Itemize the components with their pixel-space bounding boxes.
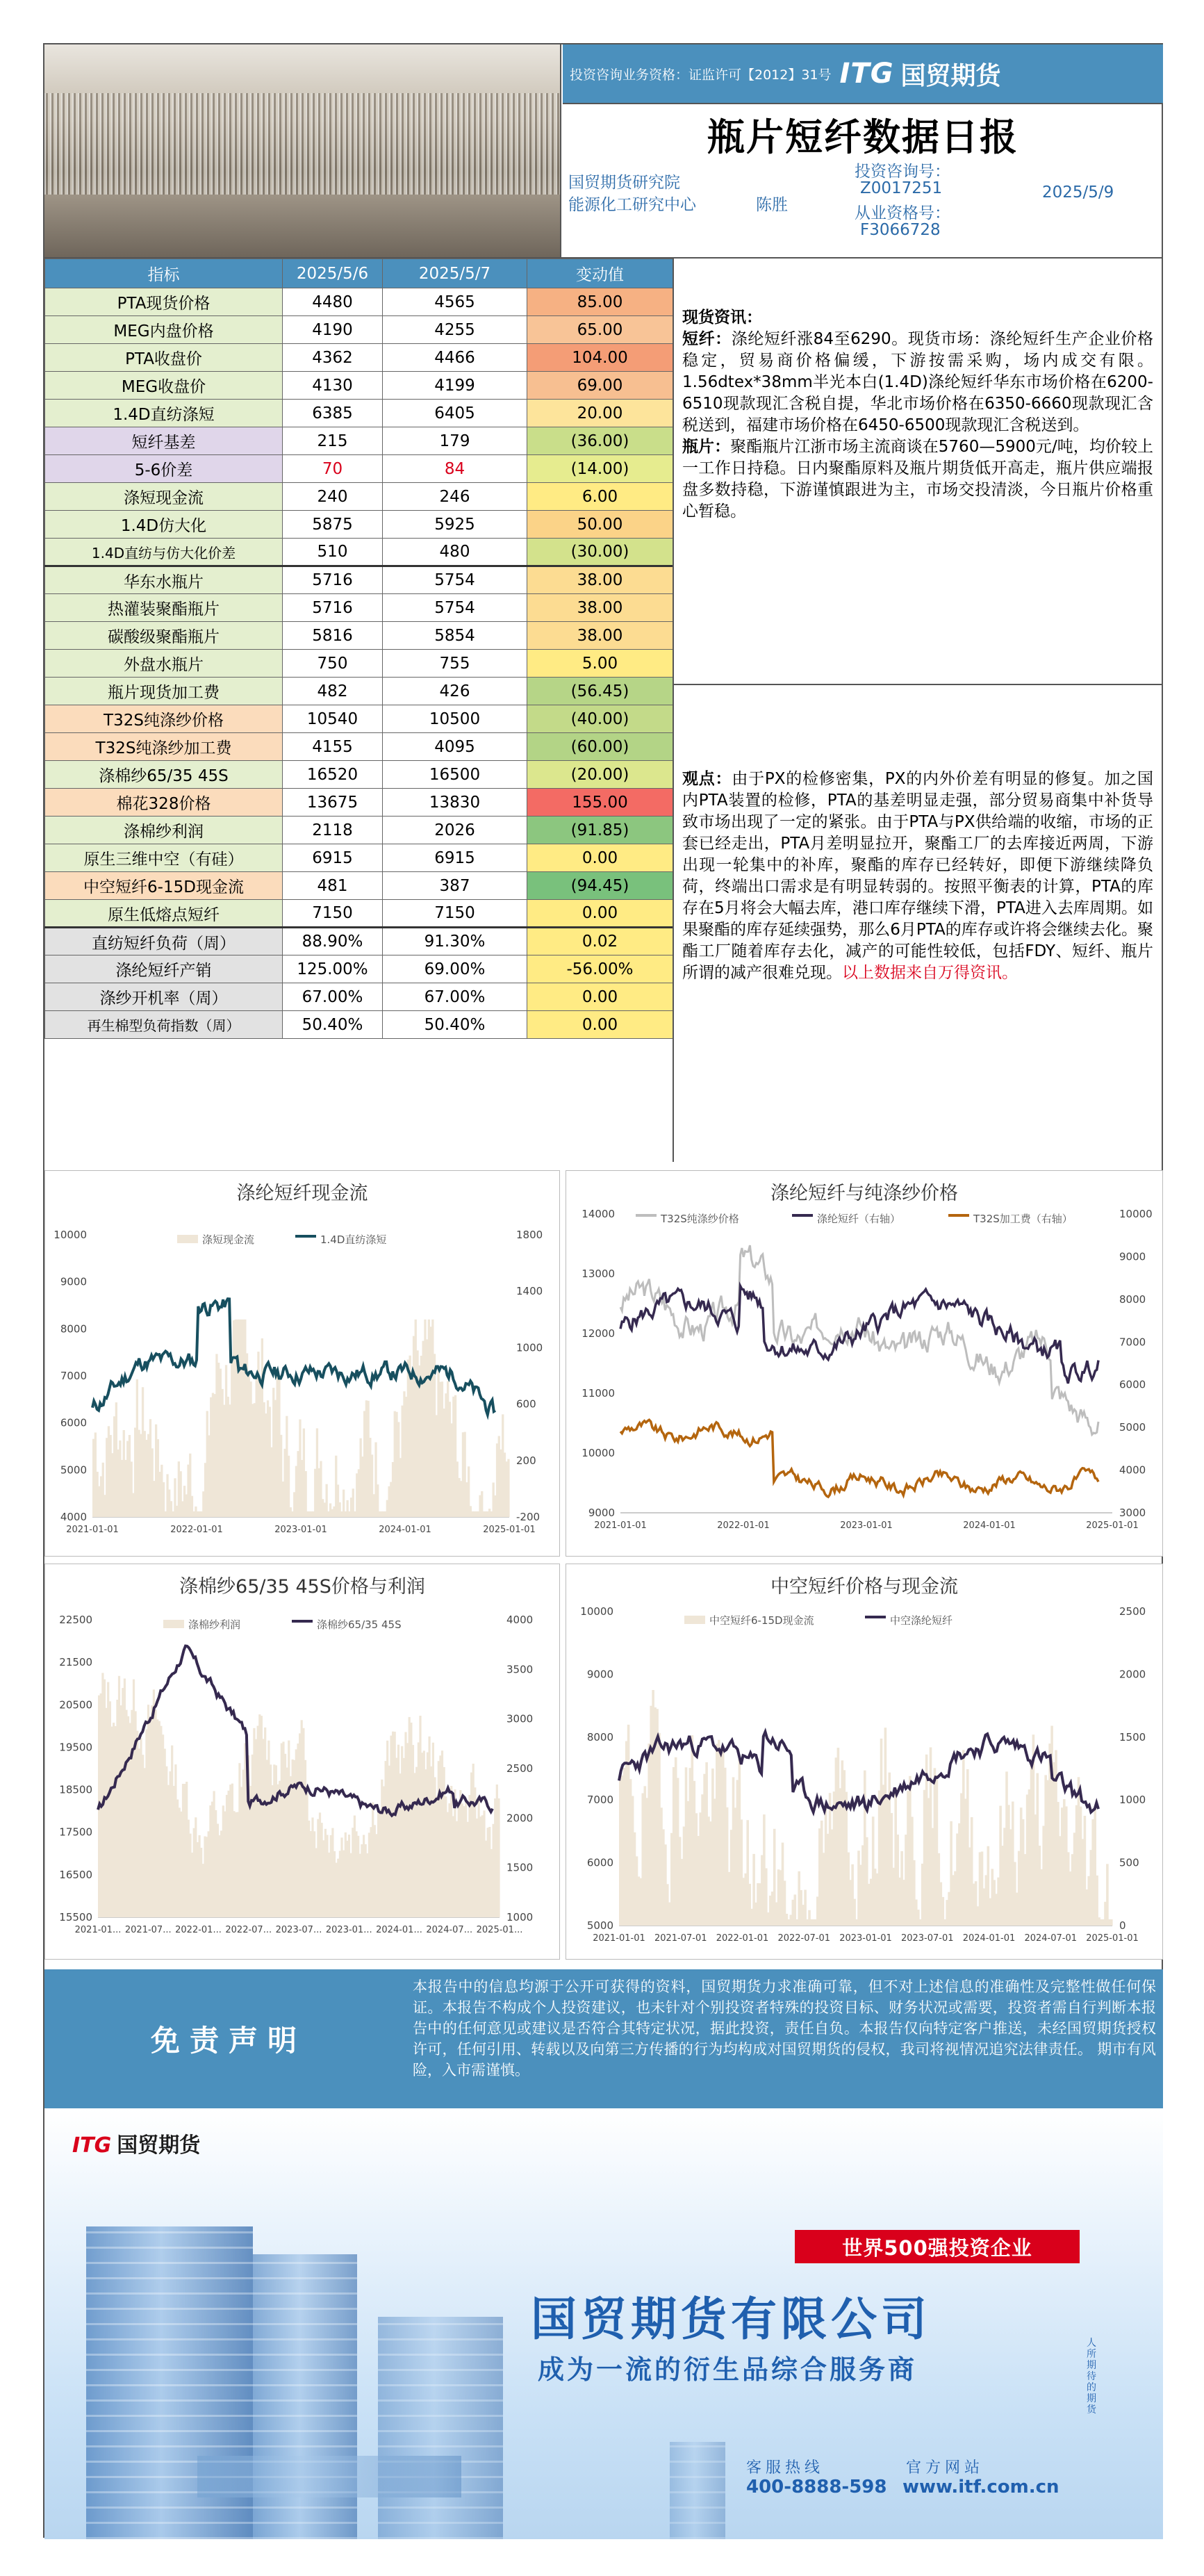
chart-title: 涤纶短纤与纯涤纱价格 (770, 1183, 958, 1204)
change-value: (36.00) (527, 427, 673, 455)
value-may6: 5816 (283, 622, 383, 650)
right-axis-tick: 4000 (506, 1614, 534, 1626)
value-may6: 5716 (283, 566, 383, 594)
right-axis-tick: 600 (516, 1397, 536, 1411)
x-axis-tick: 2021-01-01 (66, 1525, 119, 1535)
right-axis-tick: 1500 (506, 1861, 534, 1874)
left-axis-tick: 7000 (586, 1794, 613, 1807)
right-axis-tick: 2500 (1119, 1605, 1146, 1618)
chart-svg (45, 1171, 561, 1557)
chart-svg (566, 1564, 1164, 1960)
legend-swatch (292, 1620, 313, 1623)
change-value: 0.00 (527, 1011, 673, 1039)
value-may6: 4480 (283, 288, 383, 316)
qualification-text: 投资咨询业务资格：证监许可【2012】31号 (570, 67, 832, 83)
value-may7: 5854 (383, 622, 527, 650)
spot-title: 现货资讯： (682, 309, 762, 327)
value-may6: 5875 (283, 511, 383, 539)
value-may7: 2026 (383, 817, 527, 844)
value-may7: 4565 (383, 288, 527, 316)
left-axis-tick: 21500 (59, 1656, 92, 1669)
legend-swatch (177, 1235, 198, 1243)
change-value: 6.00 (527, 483, 673, 511)
value-may7: 50.40% (383, 1011, 527, 1039)
column-header: 指标 (45, 259, 283, 288)
value-may7: 84 (383, 455, 527, 483)
header-weaving-photo (44, 44, 561, 257)
indicator-name: 中空短纤6-15D现金流 (45, 872, 283, 900)
value-may7: 16500 (383, 761, 527, 789)
indicator-name: 1.4D直纺涤短 (45, 400, 283, 427)
center-name: 能源化工研究中心 (568, 196, 696, 214)
left-axis-tick: 10000 (580, 1605, 613, 1618)
table-row (45, 817, 673, 844)
change-value: 0.00 (527, 900, 673, 928)
x-axis-tick: 2023-01-01 (839, 1933, 892, 1944)
change-value: 0.02 (527, 928, 673, 955)
hotline-number[interactable]: 400-8888-598 (746, 2477, 887, 2497)
value-may7: 480 (383, 539, 527, 566)
value-may7: 4199 (383, 372, 527, 400)
table-row (45, 427, 673, 455)
x-axis-tick: 2023-01... (325, 1925, 372, 1935)
table-row (45, 511, 673, 539)
right-axis-tick: 500 (1119, 1856, 1139, 1869)
table-row (45, 372, 673, 400)
value-may7: 426 (383, 678, 527, 705)
legend-swatch (792, 1214, 813, 1217)
left-axis-tick: 22500 (59, 1614, 92, 1626)
column-header: 2025/5/7 (383, 259, 527, 288)
value-may6: 215 (283, 427, 383, 455)
spot-commentary (673, 259, 1163, 685)
value-may7: 4095 (383, 733, 527, 761)
table-row (45, 344, 673, 372)
value-may6: 6915 (283, 844, 383, 872)
disclaimer (44, 1969, 1163, 2108)
table-row (45, 594, 673, 622)
legend-swatch (865, 1616, 886, 1618)
value-may7: 5754 (383, 566, 527, 594)
right-axis-tick: 2000 (506, 1812, 534, 1825)
indicator-name: 原生低熔点短纤 (45, 900, 283, 928)
value-may6: 481 (283, 872, 383, 900)
view-commentary (673, 685, 1163, 1162)
value-may6: 67.00% (283, 983, 383, 1011)
table-row (45, 928, 673, 955)
change-value: 20.00 (527, 400, 673, 427)
left-axis-tick: 14000 (582, 1208, 615, 1220)
table-row (45, 983, 673, 1011)
chart-hollow-fiber (566, 1564, 1163, 1960)
change-value: -56.00% (527, 955, 673, 983)
hotline-label: 客服热线 (746, 2459, 825, 2477)
value-may7: 7150 (383, 900, 527, 928)
x-axis-tick: 2024-07-01 (1024, 1933, 1078, 1944)
table-row (45, 566, 673, 594)
right-axis-tick: -200 (516, 1511, 541, 1523)
value-may7: 179 (383, 427, 527, 455)
legend-label: T32S加工费（右轴） (973, 1213, 1073, 1225)
value-may7: 5754 (383, 594, 527, 622)
yarn-price-line (620, 1245, 1098, 1434)
indicator-name: 华东水瓶片 (45, 566, 283, 594)
company-banner (44, 2108, 1163, 2539)
value-may7: 4255 (383, 316, 527, 344)
legend-label: 中空涤纶短纤 (890, 1614, 953, 1627)
change-value: 38.00 (527, 622, 673, 650)
banner-company-name: 国贸期货有限公司 (531, 2292, 931, 2346)
value-may6: 70 (283, 455, 383, 483)
author-name: 陈胜 (756, 196, 788, 214)
left-axis-tick: 5000 (586, 1919, 613, 1932)
banner-logo (72, 2128, 200, 2158)
indicator-name: 外盘水瓶片 (45, 650, 283, 678)
right-axis-tick: 8000 (1119, 1293, 1146, 1306)
value-may7: 6405 (383, 400, 527, 427)
processing-fee-line (620, 1420, 1098, 1497)
disclaimer-title: 免责声明 (150, 2024, 306, 2058)
indicator-name: 短纤基差 (45, 427, 283, 455)
right-axis-tick: 2500 (506, 1762, 534, 1775)
cashflow-area (92, 1320, 510, 1517)
chart-title: 涤棉纱65/35 45S价格与利润 (179, 1576, 425, 1598)
value-may6: 240 (283, 483, 383, 511)
legend-label: 涤短现金流 (202, 1233, 255, 1246)
website-link[interactable]: www.itf.com.cn (902, 2477, 1059, 2497)
table-row (45, 483, 673, 511)
right-axis-tick: 5000 (1119, 1421, 1146, 1434)
indicator-name: PTA收盘价 (45, 344, 283, 372)
x-axis-tick: 2024-01-01 (963, 1520, 1016, 1531)
chart-svg (566, 1171, 1164, 1557)
left-axis-tick: 9000 (60, 1275, 87, 1288)
indicator-name: 1.4D仿大化 (45, 511, 283, 539)
legend-label: 涤纶短纤（右轴） (817, 1213, 901, 1225)
change-value: 0.00 (527, 844, 673, 872)
indicator-name: T32S纯涤纱价格 (45, 705, 283, 733)
chart-title: 涤纶短纤现金流 (236, 1183, 368, 1204)
value-may6: 510 (283, 539, 383, 566)
legend-label: 涤棉纱65/35 45S (317, 1618, 402, 1631)
indicator-name: MEG内盘价格 (45, 316, 283, 344)
right-axis-tick: 10000 (1119, 1208, 1153, 1220)
legend-swatch (163, 1620, 184, 1628)
value-may7: 755 (383, 650, 527, 678)
table-row (45, 288, 673, 316)
left-axis-tick: 15500 (59, 1911, 92, 1923)
x-axis-tick: 2021-07-01 (654, 1933, 707, 1944)
table-row (45, 622, 673, 650)
value-may6: 4362 (283, 344, 383, 372)
value-may6: 7150 (283, 900, 383, 928)
indicator-name: 涤棉纱利润 (45, 817, 283, 844)
x-axis-tick: 2025-01-01 (1086, 1933, 1139, 1944)
x-axis-tick: 2022-01-01 (716, 1933, 769, 1944)
chart-title: 中空短纤价格与现金流 (770, 1576, 958, 1598)
indicator-name: 涤短现金流 (45, 483, 283, 511)
report-title: 瓶片短纤数据日报 (707, 115, 1019, 159)
value-may6: 482 (283, 678, 383, 705)
x-axis-tick: 2024-07... (426, 1925, 473, 1935)
view-text: 由于PX的检修密集，PX的内外价差有明显的修复。加之国内PTA装置的检修，PTA的基差明显走强，部分贸易商集中补货导致市场出现了一定的紧张。由于PTA与PX供给端的收缩，市场的正套已经走出，PTA月差明显拉开，聚酯工厂的去库接近两周，下游出现一轮集中的补库，聚酯的库存已经转好，即便下游继续降负荷，终端出口需求是有明显转弱的。按照平衡表的计算，PTA的库存在5月将会大幅去库，港口库存继续下滑，PTA进入去库周期。如果聚酯的库存延续强势，那么6月PTA的库存或许将会继续去化。聚酯工厂随着库存去化，减产的可能性较低，包括FDY、短纤、瓶片所谓的减产很难兑现。 (682, 770, 1153, 982)
change-value: 50.00 (527, 511, 673, 539)
table-row (45, 316, 673, 344)
left-axis-tick: 9000 (586, 1668, 613, 1681)
value-may6: 6385 (283, 400, 383, 427)
vertical-tagline: 人 所 期 待 的 期 货 (1087, 2338, 1096, 2415)
indicator-name: 原生三维中空（有硅） (45, 844, 283, 872)
x-axis-tick: 2021-01... (74, 1925, 122, 1935)
value-may6: 50.40% (283, 1011, 383, 1039)
right-axis-tick: 1500 (1119, 1730, 1146, 1744)
indicator-name: 直纺短纤负荷（周） (45, 928, 283, 955)
table-row (45, 705, 673, 733)
legend-label: 涤棉纱利润 (188, 1618, 241, 1631)
itg-logo: ITG (839, 58, 894, 90)
value-may6: 5716 (283, 594, 383, 622)
right-axis-tick: 6000 (1119, 1378, 1146, 1391)
left-axis-tick: 16500 (59, 1868, 92, 1881)
x-axis-tick: 2024-01... (376, 1925, 422, 1935)
indicator-name: 1.4D直纺与仿大化价差 (45, 539, 283, 566)
x-axis-tick: 2023-01-01 (840, 1520, 893, 1531)
data-source-note: 以上数据来自万得资讯。 (842, 964, 1018, 982)
x-axis-tick: 2022-01... (175, 1925, 222, 1935)
right-axis-tick: 1000 (516, 1341, 543, 1354)
report-date: 2025/5/9 (1042, 183, 1114, 202)
value-may6: 4190 (283, 316, 383, 344)
value-may6: 750 (283, 650, 383, 678)
indicator-name: 棉花328价格 (45, 789, 283, 817)
indicator-name: 热灌装聚酯瓶片 (45, 594, 283, 622)
value-may6: 13675 (283, 789, 383, 817)
left-axis-tick: 9000 (588, 1507, 615, 1519)
change-value: (14.00) (527, 455, 673, 483)
table-row (45, 844, 673, 872)
column-header: 变动值 (527, 259, 673, 288)
left-axis-tick: 8000 (586, 1730, 613, 1744)
right-axis-tick: 3500 (506, 1663, 534, 1676)
banner-slogan: 成为一流的衍生品综合服务商 (538, 2354, 918, 2385)
x-axis-tick: 2022-01-01 (170, 1525, 223, 1535)
value-may7: 387 (383, 872, 527, 900)
indicator-name: T32S纯涤纱加工费 (45, 733, 283, 761)
bottle-label: 瓶片： (682, 438, 731, 456)
left-axis-tick: 8000 (60, 1322, 87, 1336)
left-axis-tick: 12000 (582, 1327, 615, 1340)
right-axis-tick: 3000 (1119, 1507, 1146, 1519)
change-value: 85.00 (527, 288, 673, 316)
value-may7: 4466 (383, 344, 527, 372)
staple-price-line (620, 1286, 1098, 1384)
table-row (45, 955, 673, 983)
left-axis-tick: 13000 (582, 1268, 615, 1280)
value-may6: 125.00% (283, 955, 383, 983)
change-value: 69.00 (527, 372, 673, 400)
x-axis-tick: 2021-07... (124, 1925, 172, 1935)
left-axis-tick: 4000 (60, 1511, 87, 1523)
table-row (45, 733, 673, 761)
x-axis-tick: 2022-01-01 (717, 1520, 770, 1531)
indicator-name: 再生棉型负荷指数（周） (45, 1011, 283, 1039)
consult-label: 投资咨询号： (855, 163, 950, 181)
legend-label: 1.4D直纺涤短 (320, 1233, 387, 1246)
right-axis-tick: 200 (516, 1454, 536, 1467)
value-may7: 91.30% (383, 928, 527, 955)
chart-staple-cashflow (44, 1170, 560, 1557)
left-axis-tick: 10000 (582, 1447, 615, 1459)
indicator-name: 碳酸级聚酯瓶片 (45, 622, 283, 650)
x-axis-tick: 2023-01-01 (274, 1525, 327, 1535)
indicator-name: MEG收盘价 (45, 372, 283, 400)
left-axis-tick: 11000 (582, 1387, 615, 1400)
change-value: (30.00) (527, 539, 673, 566)
chart-staple-vs-yarn (566, 1170, 1163, 1557)
value-may6: 4155 (283, 733, 383, 761)
table-row (45, 678, 673, 705)
table-row (45, 900, 673, 928)
change-value: (20.00) (527, 761, 673, 789)
left-axis-tick: 6000 (60, 1416, 87, 1429)
table-row (45, 400, 673, 427)
table-row (45, 789, 673, 817)
x-axis-tick: 2022-07... (225, 1925, 272, 1935)
staple-label: 短纤： (682, 330, 732, 348)
right-axis-tick: 1000 (506, 1911, 534, 1923)
legend-swatch (636, 1214, 657, 1217)
x-axis-tick: 2025-01-01 (1086, 1520, 1139, 1531)
value-may6: 2118 (283, 817, 383, 844)
left-axis-tick: 7000 (60, 1370, 87, 1382)
x-axis-tick: 2025-01... (476, 1925, 523, 1935)
table-row (45, 539, 673, 566)
right-axis-tick: 4000 (1119, 1463, 1146, 1477)
value-may6: 16520 (283, 761, 383, 789)
change-value: (94.45) (527, 872, 673, 900)
report-frame (43, 43, 1163, 2538)
right-axis-tick: 9000 (1119, 1250, 1146, 1263)
data-table (44, 259, 673, 1039)
view-label: 观点： (682, 770, 732, 788)
banner-logo-en: ITG (72, 2133, 112, 2158)
right-axis-tick: 1800 (516, 1229, 543, 1241)
table-row (45, 1011, 673, 1039)
x-axis-tick: 2021-01-01 (593, 1933, 645, 1944)
change-value: 5.00 (527, 650, 673, 678)
indicator-name: 涤棉纱65/35 45S (45, 761, 283, 789)
left-axis-tick: 10000 (53, 1229, 87, 1241)
value-may7: 10500 (383, 705, 527, 733)
institute-name: 国贸期货研究院 (568, 174, 680, 192)
x-axis-tick: 2024-01-01 (379, 1525, 431, 1535)
right-axis-tick: 7000 (1119, 1336, 1146, 1349)
right-axis-tick: 1400 (516, 1285, 543, 1298)
practice-number: F3066728 (860, 221, 941, 239)
x-axis-tick: 2025-01-01 (483, 1525, 536, 1535)
legend-swatch (295, 1235, 316, 1238)
value-may7: 246 (383, 483, 527, 511)
change-value: (91.85) (527, 817, 673, 844)
table-row (45, 872, 673, 900)
x-axis-tick: 2024-01-01 (962, 1933, 1016, 1944)
legend-label: 中空短纤6-15D现金流 (709, 1614, 814, 1627)
value-may6: 88.90% (283, 928, 383, 955)
right-axis-tick: 0 (1119, 1919, 1126, 1932)
change-value: 38.00 (527, 594, 673, 622)
value-may7: 6915 (383, 844, 527, 872)
change-value: (60.00) (527, 733, 673, 761)
indicator-name: 瓶片现货加工费 (45, 678, 283, 705)
left-axis-tick: 18500 (59, 1783, 92, 1796)
value-may6: 4130 (283, 372, 383, 400)
disclaimer-text: 本报告中的信息均源于公开可获得的资料，国贸期货力求准确可靠，但不对上述信息的准确性及完整性做任何保证。本报告不构成个人投资建议，也未针对个别投资者特殊的投资目标、财务状况或需要，投资者需自行判断本报告中的任何意见或建议是否符合其特定状况，据此投资，责任自负。本报告仅向特定客户推送，未经国贸期货授权许可，任何引用、转载以及向第三方传播的行为均构成对国贸期货的侵权，我司将视情况追究法律责任。 期市有风险，入市需谨慎。 (413, 1978, 1156, 2078)
change-value: 104.00 (527, 344, 673, 372)
company-logo-text: 国贸期货 (900, 61, 1001, 90)
change-value: (40.00) (527, 705, 673, 733)
indicator-name: 涤纱开机率（周） (45, 983, 283, 1011)
change-value: (56.45) (527, 678, 673, 705)
right-axis-tick: 1000 (1119, 1794, 1146, 1807)
consult-number: Z0017251 (860, 179, 943, 197)
x-axis-tick: 2022-07-01 (777, 1933, 831, 1944)
x-axis-tick: 2023-07... (275, 1925, 322, 1935)
left-axis-tick: 17500 (59, 1826, 92, 1839)
change-value: 65.00 (527, 316, 673, 344)
table-row (45, 455, 673, 483)
table-row (45, 761, 673, 789)
chart-blend-yarn (44, 1564, 560, 1960)
author-info (563, 164, 1163, 257)
header-bar (563, 44, 1163, 104)
value-may7: 5925 (383, 511, 527, 539)
left-axis-tick: 20500 (59, 1698, 92, 1712)
table-header-row (45, 259, 673, 288)
indicator-name: 5-6价差 (45, 455, 283, 483)
value-may6: 10540 (283, 705, 383, 733)
right-axis-tick: 3000 (506, 1712, 534, 1725)
banner-logo-cn: 国贸期货 (117, 2133, 201, 2158)
indicator-name: PTA现货价格 (45, 288, 283, 316)
x-axis-tick: 2023-07-01 (900, 1933, 954, 1944)
value-may7: 69.00% (383, 955, 527, 983)
legend-swatch (948, 1214, 969, 1217)
legend-label: T32S纯涤纱价格 (661, 1213, 739, 1225)
indicator-name: 涤纶短纤产销 (45, 955, 283, 983)
column-header: 2025/5/6 (283, 259, 383, 288)
practice-label: 从业资格号： (855, 204, 950, 222)
left-axis-tick: 19500 (59, 1741, 92, 1754)
value-may7: 13830 (383, 789, 527, 817)
fortune-500-badge: 世界500强投资企业 (795, 2230, 1080, 2263)
staple-text: 涤纶短纤涨84至6290。现货市场：涤纶短纤生产企业价格稳定，贸易商价格偏缓，下游按需采购，场内成交有限。1.56dtex*38mm半光本白(1.4D)涤纶短纤华东市场价格在6200-6510现款现汇含税自提，华北市场价格在6350-6660现款现汇含税送到，福建市场价格在6450-6500现款现汇含税送到。 (682, 330, 1154, 434)
left-axis-tick: 5000 (60, 1463, 87, 1477)
bottle-text: 聚酯瓶片江浙市场主流商谈在5760—5900元/吨，均价较上一工作日持稳。日内聚酯原料及瓶片期货低开高走，瓶片供应端报盘多数持稳，下游谨慎跟进为主，市场交投清淡，今日瓶片价格重心暂稳。 (682, 438, 1153, 520)
change-value: 38.00 (527, 566, 673, 594)
value-may7: 67.00% (383, 983, 527, 1011)
change-value: 0.00 (527, 983, 673, 1011)
right-axis-tick: 2000 (1119, 1668, 1146, 1681)
left-axis-tick: 6000 (586, 1856, 613, 1869)
table-row (45, 650, 673, 678)
legend-swatch (684, 1616, 705, 1624)
x-axis-tick: 2021-01-01 (594, 1520, 647, 1531)
change-value: 155.00 (527, 789, 673, 817)
chart-svg (45, 1564, 561, 1960)
website-label: 官方网站 (906, 2459, 984, 2477)
